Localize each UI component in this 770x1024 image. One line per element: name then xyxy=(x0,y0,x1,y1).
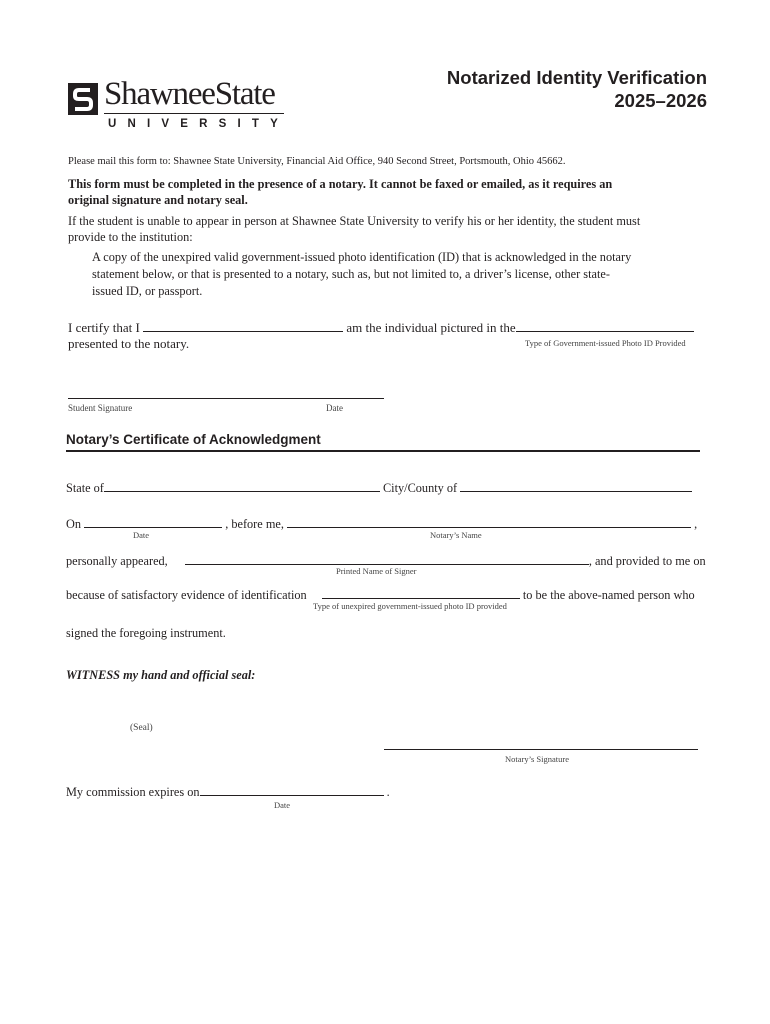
page-title xyxy=(447,66,707,112)
on-label: On xyxy=(66,517,82,531)
notary-section-heading xyxy=(66,431,700,452)
certify-middle: am the individual pictured in the xyxy=(346,320,516,335)
copy-line-3: issued ID, or passport. xyxy=(92,284,203,298)
evidence-id-caption: Type of unexpired government-issued photo ID provided xyxy=(313,601,507,611)
student-name-field[interactable] xyxy=(143,320,343,332)
photo-id-caption: Type of Government-issued Photo ID Provided xyxy=(525,338,686,348)
commission-date-field[interactable] xyxy=(200,784,384,796)
commission-line xyxy=(66,784,390,800)
date-caption: Date xyxy=(133,530,150,540)
intro-line-1: If the student is unable to appear in person at Shawnee State University to verify his or her identity, the student must xyxy=(68,214,641,228)
city-county-label: City/County of xyxy=(382,481,458,495)
notice-line-1: This form must be completed in the presence of a notary. It cannot be faxed or emailed, as it requires an xyxy=(68,177,613,191)
signed-line: signed the foregoing instrument. xyxy=(66,626,226,640)
state-line xyxy=(66,480,692,496)
trailing-comma: , xyxy=(694,517,698,531)
above-named-label: to be the above-named person who xyxy=(522,588,695,602)
commission-label: My commission expires on xyxy=(66,785,200,799)
provided-label: , and provided to me on xyxy=(588,554,706,568)
notary-date-field[interactable] xyxy=(84,516,222,528)
title-line-2: 2025–2026 xyxy=(614,90,707,111)
photo-id-type-field[interactable] xyxy=(516,320,694,332)
student-date-caption: Date xyxy=(326,403,343,413)
notice-line-2: original signature and notary seal. xyxy=(68,193,248,207)
copy-line-2: statement below, or that is presented to a notary, such as, but not limited to, a driver’s license, other state- xyxy=(92,267,610,281)
city-county-field[interactable] xyxy=(460,480,692,492)
logo-wordmark: ShawneeState xyxy=(104,76,275,112)
notary-name-caption: Notary’s Name xyxy=(430,530,482,540)
logo-subtitle: UNIVERSITY xyxy=(108,118,290,130)
copy-line-1: A copy of the unexpired valid government-issued photo identification (ID) that is acknowledged in the notary xyxy=(92,250,632,264)
signer-name-field[interactable] xyxy=(185,553,589,565)
certify-line xyxy=(68,320,694,336)
evidence-id-field[interactable] xyxy=(322,587,520,599)
student-signature-caption: Student Signature xyxy=(68,403,133,413)
logo-divider xyxy=(104,113,284,114)
signer-name-caption: Printed Name of Signer xyxy=(336,566,417,576)
appeared-label: personally appeared, xyxy=(66,554,168,568)
on-date-line xyxy=(66,516,697,532)
student-signature-field[interactable] xyxy=(68,398,384,399)
notary-heading-text: Notary’s Certificate of Acknowledgment xyxy=(66,432,321,447)
university-logo-icon xyxy=(68,83,98,115)
witness-line: WITNESS my hand and official seal: xyxy=(66,668,256,682)
evidence-label: because of satisfactory evidence of identification xyxy=(66,588,307,602)
seal-label: (Seal) xyxy=(130,723,153,733)
state-field[interactable] xyxy=(104,480,380,492)
title-line-1: Notarized Identity Verification xyxy=(446,67,707,88)
notary-signature-field[interactable] xyxy=(384,749,698,750)
certify-prefix: I certify that I xyxy=(68,320,140,335)
commission-period: . xyxy=(386,785,390,799)
mail-instructions: Please mail this form to: Shawnee State University, Financial Aid Office, 940 Second Street, Portsmouth, Ohio 45662. xyxy=(68,156,566,167)
notary-name-field[interactable] xyxy=(287,516,691,528)
intro-line-2: provide to the institution: xyxy=(68,230,193,244)
notary-signature-caption: Notary’s Signature xyxy=(505,754,569,764)
before-me-label: , before me, xyxy=(225,517,284,531)
certify-line-2: presented to the notary. xyxy=(68,336,190,351)
state-label: State of xyxy=(66,481,104,495)
commission-date-caption: Date xyxy=(274,800,291,810)
